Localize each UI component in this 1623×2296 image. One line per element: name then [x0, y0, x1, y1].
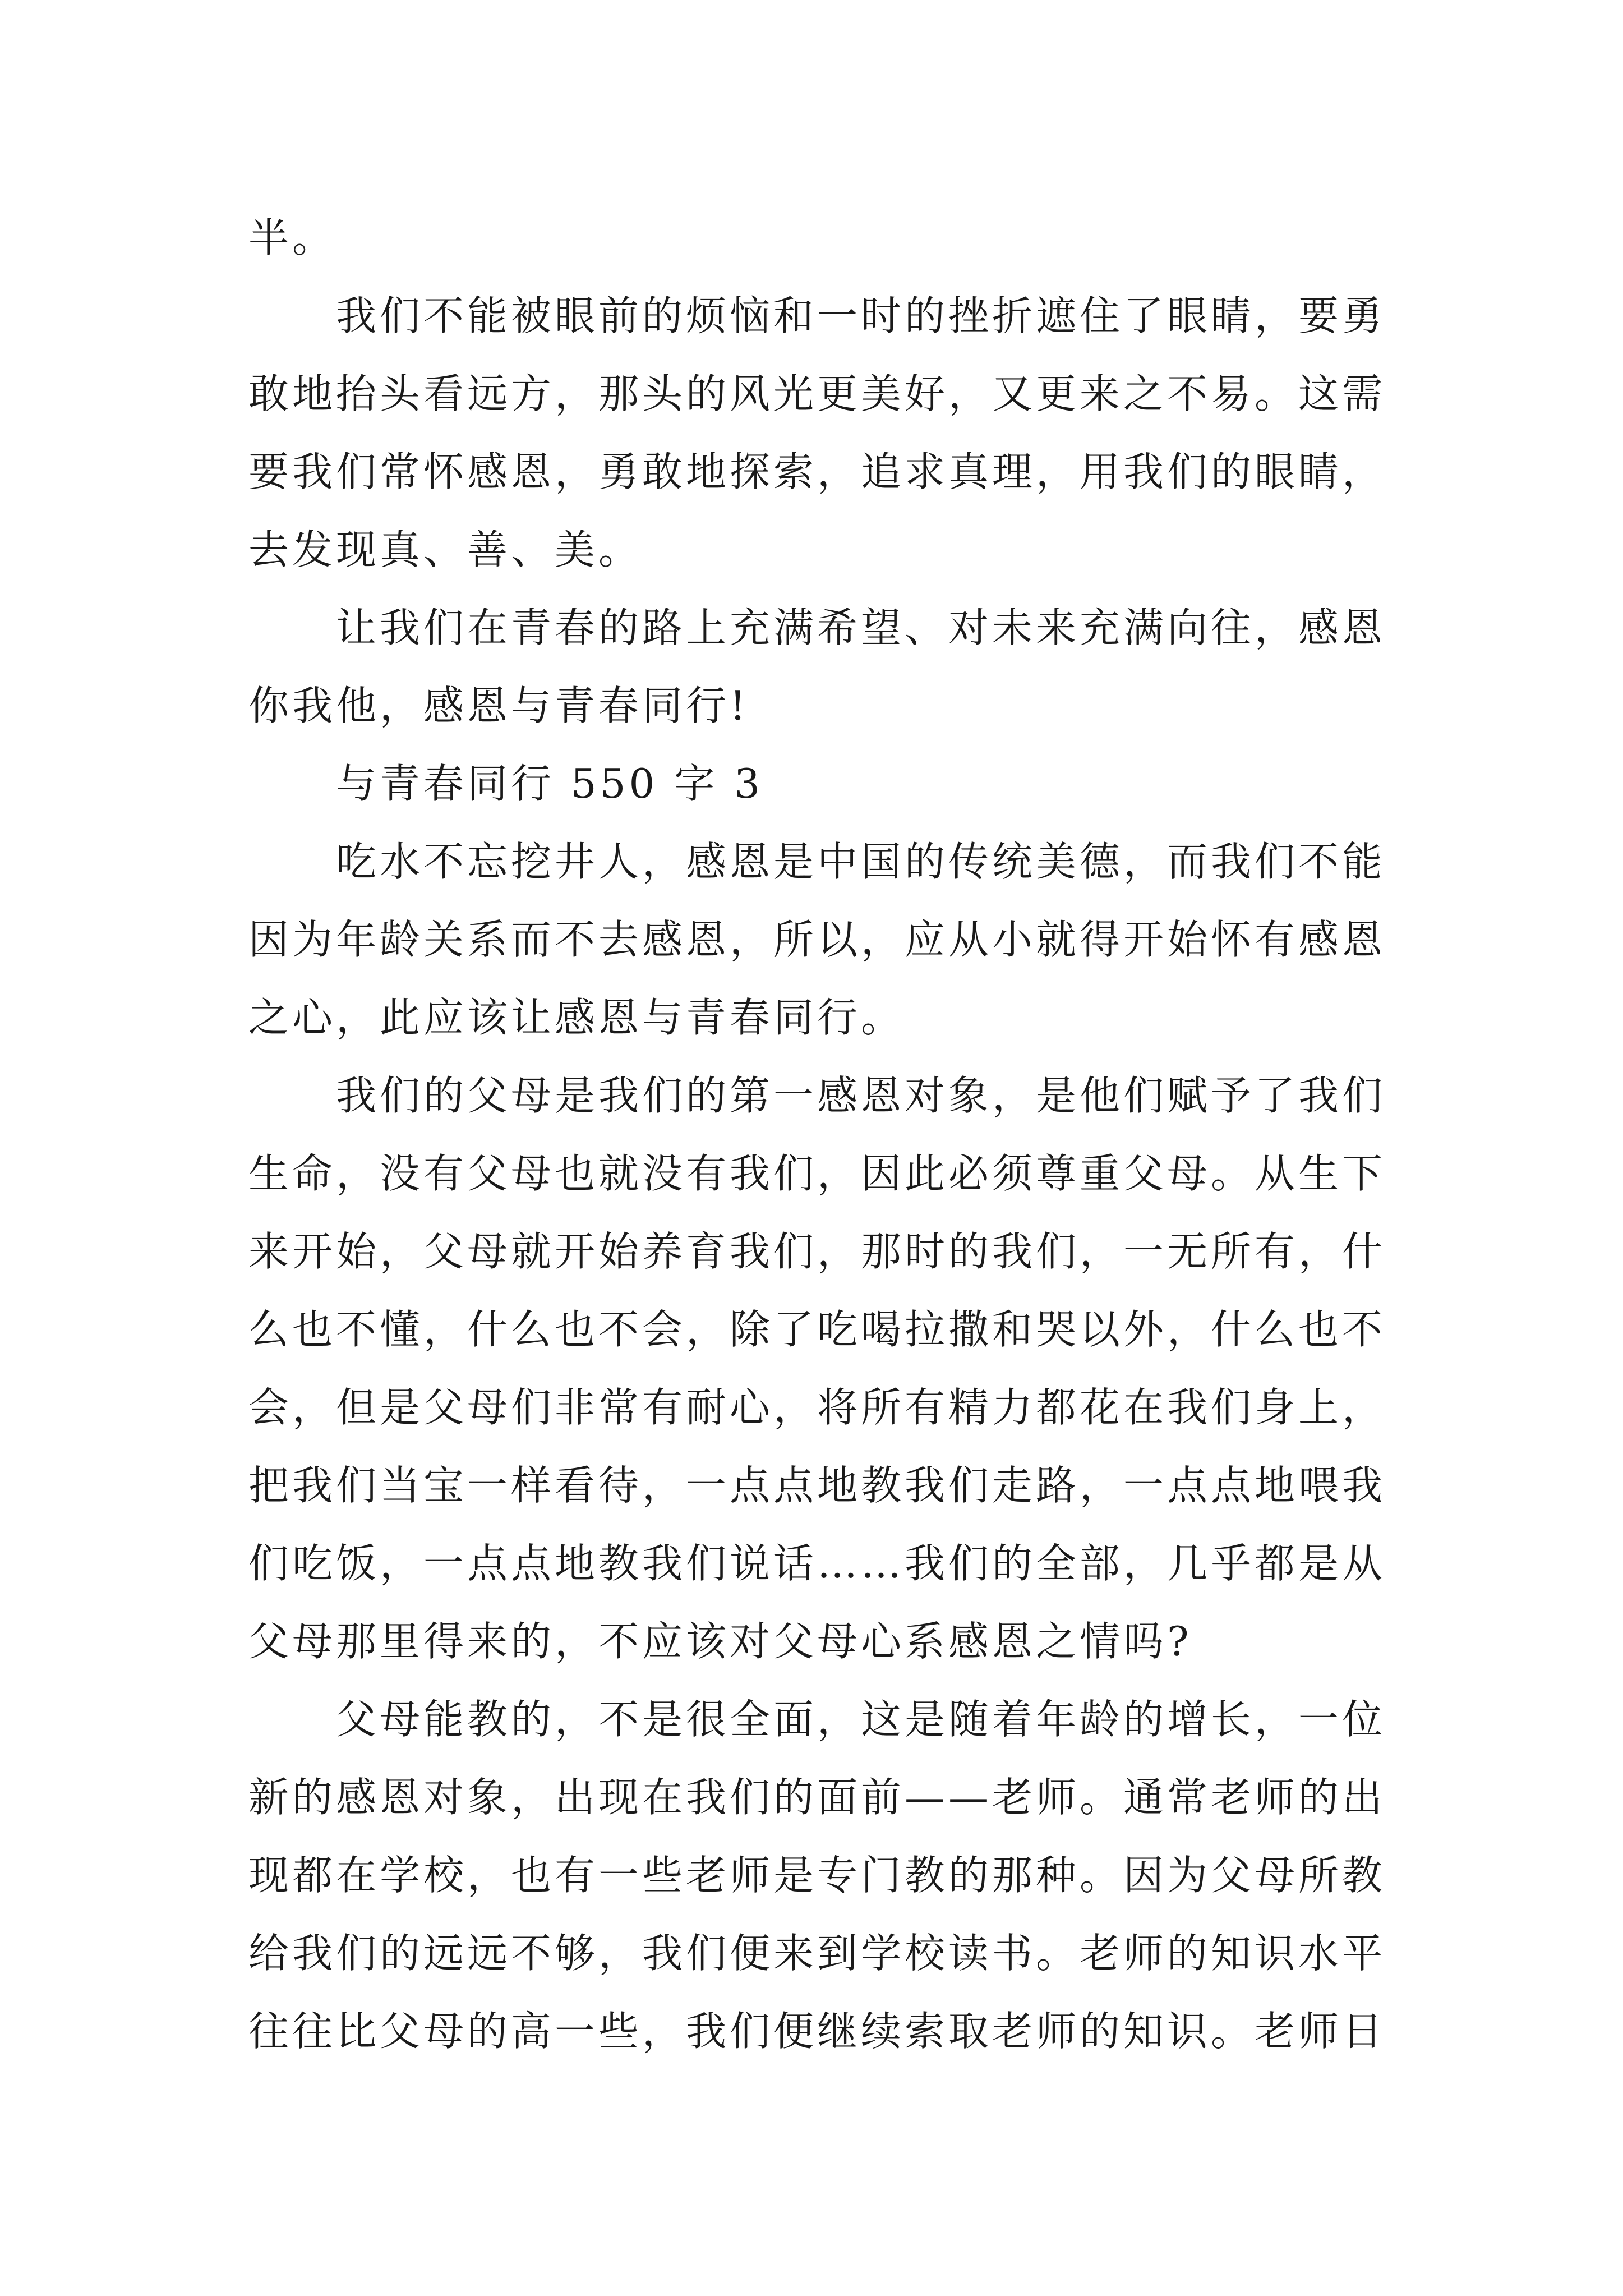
paragraph-p3	[248, 589, 1384, 745]
paragraph-p6	[248, 1057, 1384, 1681]
paragraph-line: 会，但是父母们非常有耐心，将所有精力都花在我们身上，	[248, 1384, 1386, 1431]
paragraph-p1	[248, 199, 1384, 277]
paragraph-line: 去发现真、善、美。	[248, 526, 643, 573]
document-body	[248, 199, 1384, 2070]
paragraph-line: 现都在学校，也有一些老师是专门教的那种。因为父母所教	[248, 1852, 1386, 1899]
paragraph-line: 么也不懂，什么也不会，除了吃喝拉撒和哭以外，什么也不	[248, 1306, 1386, 1353]
paragraph-p2	[248, 277, 1384, 589]
paragraph-line: 把我们当宝一样看待，一点点地教我们走路，一点点地喂我	[248, 1462, 1386, 1509]
paragraph-line: 我们的父母是我们的第一感恩对象，是他们赋予了我们	[336, 1072, 1386, 1119]
paragraph-p7	[248, 1681, 1384, 2070]
paragraph-p4	[248, 745, 1384, 823]
paragraph-line: 我们不能被眼前的烦恼和一时的挫折遮住了眼睛，要勇	[336, 292, 1386, 339]
paragraph-line: 父母能教的，不是很全面，这是随着年龄的增长，一位	[336, 1696, 1386, 1743]
paragraph-line: 们吃饭，一点点地教我们说话……我们的全部，几乎都是从	[248, 1540, 1386, 1587]
paragraph-line: 父母那里得来的，不应该对父母心系感恩之情吗?	[248, 1618, 1192, 1665]
paragraph-line: 新的感恩对象，出现在我们的面前——老师。通常老师的出	[248, 1774, 1386, 1821]
paragraph-line: 因为年龄关系而不去感恩，所以，应从小就得开始怀有感恩	[248, 916, 1386, 963]
paragraph-line: 生命，没有父母也就没有我们，因此必须尊重父母。从生下	[248, 1150, 1386, 1197]
paragraph-line: 给我们的远远不够，我们便来到学校读书。老师的知识水平	[248, 1930, 1386, 1977]
paragraph-line: 吃水不忘挖井人，感恩是中国的传统美德，而我们不能	[336, 838, 1386, 885]
paragraph-line: 往往比父母的高一些，我们便继续索取老师的知识。老师日	[248, 2008, 1386, 2055]
paragraph-line: 与青春同行 550 字 3	[336, 760, 763, 807]
paragraph-line: 让我们在青春的路上充满希望、对未来充满向往，感恩	[336, 604, 1386, 651]
paragraph-line: 之心，此应该让感恩与青春同行。	[248, 994, 905, 1041]
paragraph-line: 来开始，父母就开始养育我们，那时的我们，一无所有，什	[248, 1228, 1386, 1275]
paragraph-line: 半。	[248, 214, 336, 261]
paragraph-line: 要我们常怀感恩，勇敢地探索，追求真理，用我们的眼睛，	[248, 448, 1386, 495]
paragraph-p5	[248, 823, 1384, 1057]
paragraph-line: 敢地抬头看远方，那头的风光更美好，又更来之不易。这需	[248, 370, 1386, 417]
paragraph-line: 你我他，感恩与青春同行!	[248, 682, 749, 729]
